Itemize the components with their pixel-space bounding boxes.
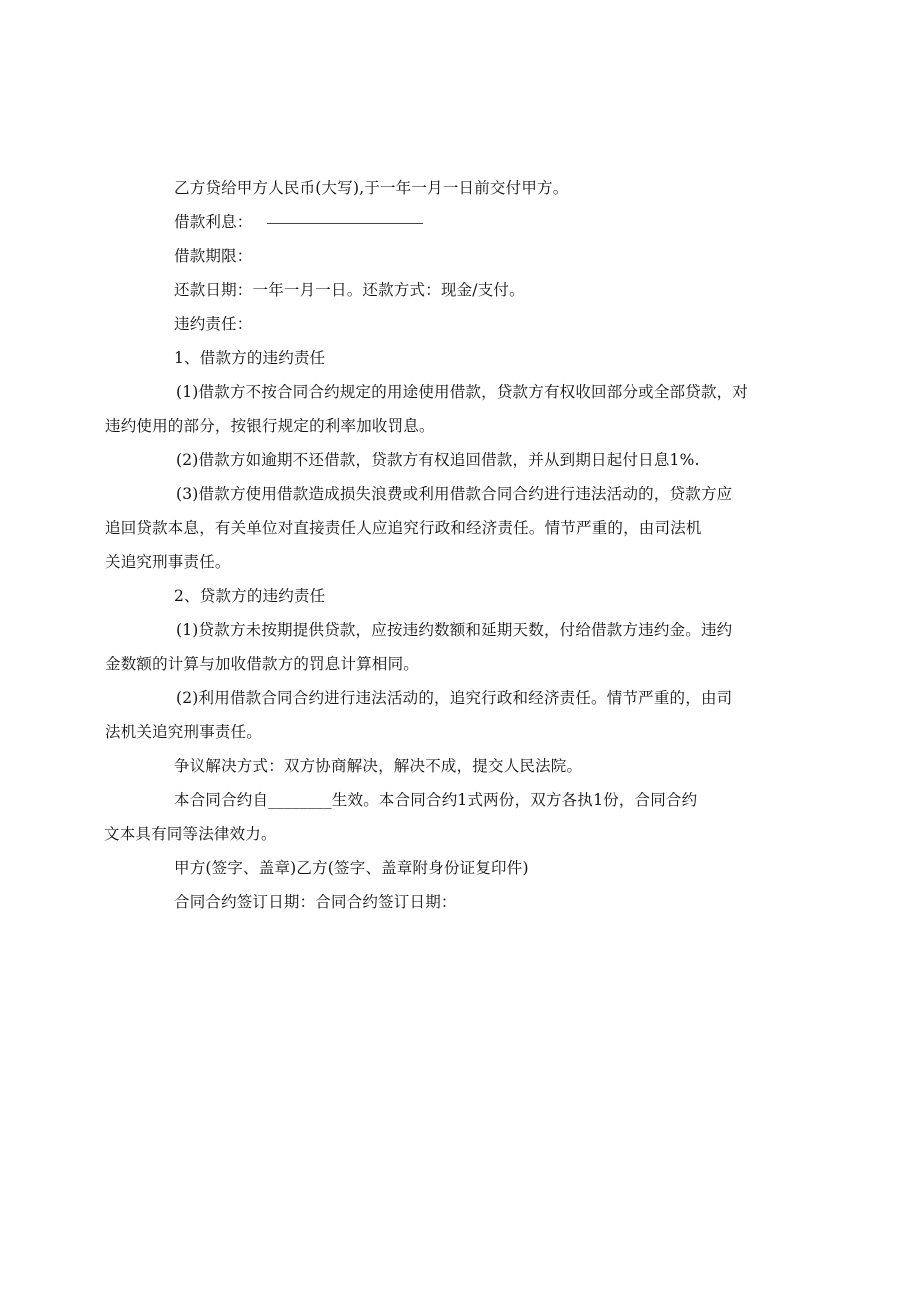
borrower-clause-2: (2)借款方如逾期不还借款，贷款方有权追回借款，并从到期日起付日息1%. [176, 451, 700, 469]
effective-line-1: 本合同合约自________生效。本合同合约1式两份，双方各执1份，合同合约 [174, 791, 698, 809]
lender-clause-2-line-2: 法机关追究刑事责任。 [105, 723, 263, 741]
borrower-clause-3-line-1: (3)借款方使用借款造成损失浪费或利用借款合同合约进行违法活动的，贷款方应 [176, 485, 733, 503]
lender-clause-2-line-1: (2)利用借款合同合约进行违法活动的，追究行政和经济责任。情节严重的，由司 [176, 689, 733, 707]
repayment-line: 还款日期：一年一月一日。还款方式：现金/支付。 [174, 281, 525, 299]
lender-clause-1-line-1: (1)贷款方未按期提供贷款，应按违约数额和延期天数，付给借款方违约金。违约 [176, 621, 733, 639]
breach-heading: 违约责任： [174, 315, 253, 333]
lender-clause-1-line-2: 金数额的计算与加收借款方的罚息计算相同。 [105, 655, 420, 673]
borrower-clause-1-line-1: (1)借款方不按合同合约规定的用途使用借款，贷款方有权收回部分或全部贷款，对 [176, 383, 749, 401]
lender-breach-heading: 2、贷款方的违约责任 [174, 587, 326, 605]
interest-blank [267, 222, 423, 224]
dispute-line: 争议解决方式：双方协商解决，解决不成，提交人民法院。 [174, 757, 583, 775]
borrower-clause-1-line-2: 违约使用的部分，按银行规定的利率加收罚息。 [105, 417, 435, 435]
loan-amount-line: 乙方贷给甲方人民币(大写),于一年一月一日前交付甲方。 [174, 179, 569, 197]
effective-line-2: 文本具有同等法律效力。 [104, 825, 277, 843]
contract-body [104, 171, 794, 919]
term-line: 借款期限： [174, 247, 253, 265]
interest-label: 借款利息： [174, 213, 253, 231]
borrower-breach-heading: 1、借款方的违约责任 [174, 349, 326, 367]
borrower-clause-3-line-2: 追回贷款本息，有关单位对直接责任人应追究行政和经济责任。情节严重的，由司法机 [105, 519, 702, 537]
signature-line: 甲方(签字、盖章)乙方(签字、盖章附身份证复印件) [174, 859, 529, 877]
interest-line [174, 205, 794, 239]
signing-date-line: 合同合约签订日期：合同合约签订日期： [174, 893, 457, 911]
borrower-clause-3-line-3: 关追究刑事责任。 [105, 553, 231, 571]
